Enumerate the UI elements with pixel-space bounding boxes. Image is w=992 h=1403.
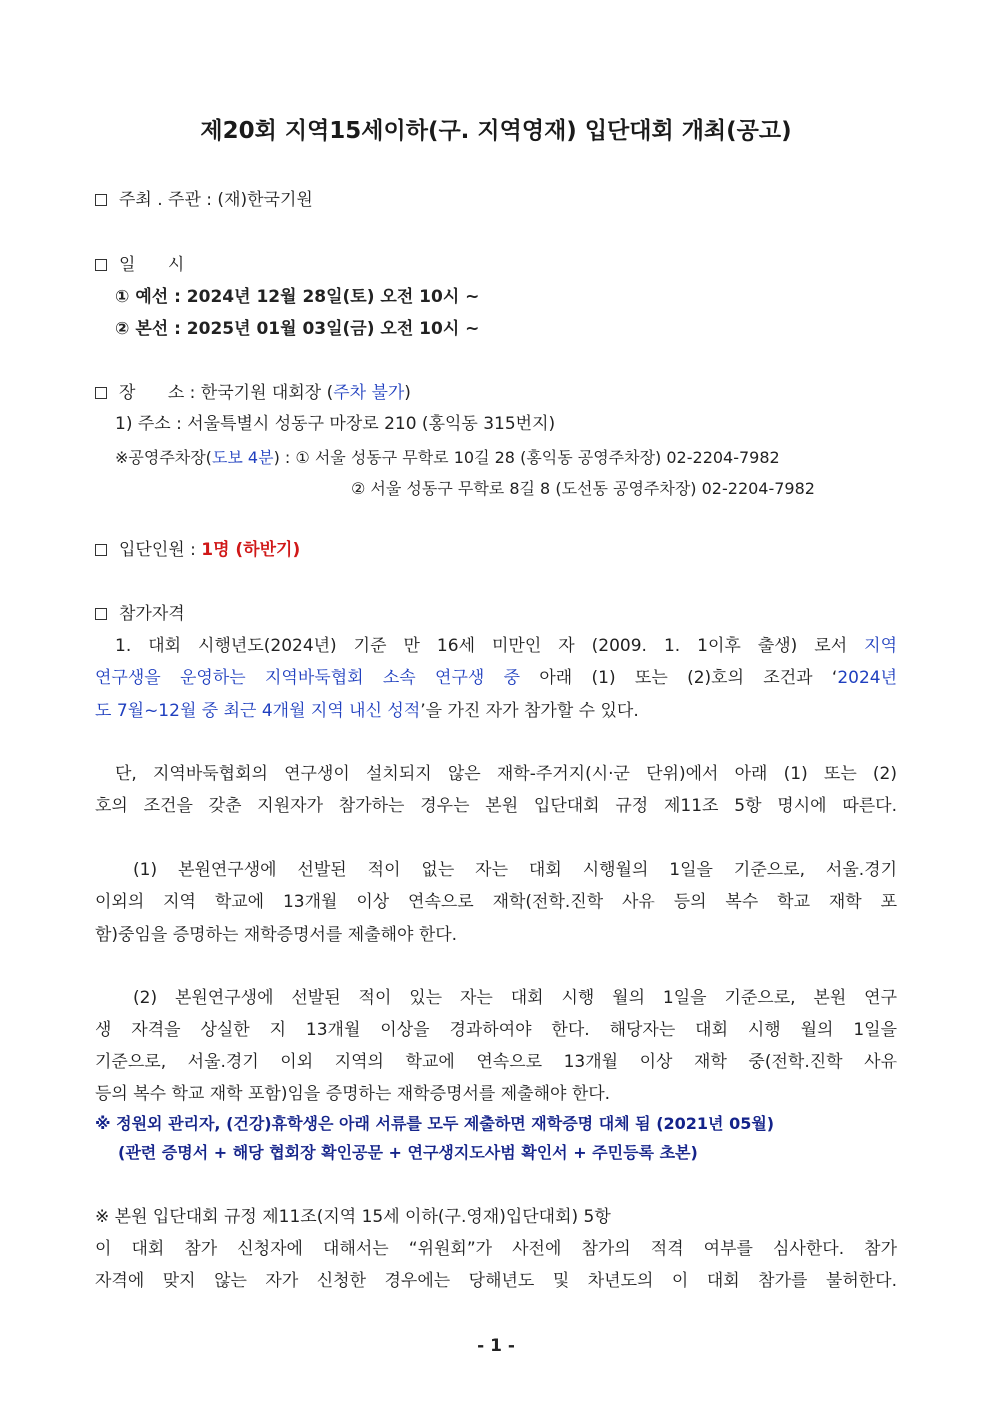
- page-title: 제20회 지역15세이하(구. 지역영재) 입단대회 개최(공고): [200, 118, 792, 144]
- note-line2: (관련 증명서 + 해당 협회장 확인공문 + 연구생지도사범 확인서 + 주민등록 초본): [118, 1143, 698, 1162]
- schedule-label: 일 시: [119, 255, 185, 275]
- parking-prefix: ※공영주차장(: [115, 448, 212, 467]
- no-parking-note: 주차 불가: [333, 383, 405, 403]
- page-number: - 1 -: [477, 1336, 515, 1356]
- venue-heading: [95, 382, 411, 404]
- checkbox-square-icon: [95, 387, 107, 399]
- highlight-span: 2024년: [837, 668, 897, 688]
- rule-title: ※ 본원 입단대회 규정 제11조(지역 15세 이하(구.영재)입단대회) 5항: [95, 1207, 611, 1227]
- eligibility-heading: [95, 603, 185, 625]
- highlight-span: 도 7월~12월 중 최근 4개월 지역 내신 성적: [95, 701, 421, 721]
- condition2-line1: (2) 본원연구생에 선발된 적이 있는 자는 대회 시행 월의 1일을 기준으로, 본원 연구: [133, 988, 897, 1008]
- schedule-prelim: [115, 286, 479, 308]
- highlight-span: 지역: [864, 636, 897, 656]
- eligibility-p1-line1: [115, 635, 897, 657]
- host-line: [95, 189, 313, 211]
- text-span: 아래 (1) 또는 (2)호의 조건과 ‘: [520, 668, 838, 688]
- parking-lot-1: ① 서울 성동구 무학로 10길 28 (홍익동 공영주차장) 02-2204-7982: [295, 448, 780, 467]
- rule-line1: 이 대회 참가 신청자에 대해서는 “위원회”가 사전에 참가의 적격 여부를 심사한다. 참가: [95, 1239, 897, 1259]
- eligibility-p2-line2: 호의 조건을 갖춘 지원자가 참가하는 경우는 본원 입단대회 규정 제11조 5항 명시에 따른다.: [95, 796, 897, 816]
- condition1-line2: 이외의 지역 학교에 13개월 이상 연속으로 재학(전학.진학 사유 등의 복수 학교 재학 포: [95, 892, 897, 912]
- schedule-heading: [95, 254, 184, 276]
- condition1-line1: (1) 본원연구생에 선발된 적이 없는 자는 대회 시행월의 1일을 기준으로, 서울.경기: [133, 860, 897, 880]
- condition1-line3: 함)중임을 증명하는 재학증명서를 제출해야 한다.: [95, 925, 458, 945]
- quota-label: 입단인원 :: [119, 540, 202, 560]
- eligibility-label: 참가자격: [119, 604, 185, 624]
- condition2-line4: 등의 복수 학교 재학 포함)임을 증명하는 재학증명서를 제출해야 한다.: [95, 1084, 611, 1104]
- checkbox-square-icon: [95, 259, 107, 271]
- prelim-label: 예선 : 2024년 12월 28일(토) 오전 10시 ~: [135, 287, 480, 307]
- walk-time: 도보 4분: [211, 448, 274, 467]
- circled-two-icon: ②: [115, 319, 130, 339]
- text-span: 1. 대회 시행년도(2024년) 기준 만 16세 미만인 자 (2009. 1. 1이후 출생) 로서: [115, 636, 865, 656]
- eligibility-p1-line3: [95, 700, 639, 722]
- final-label: 본선 : 2025년 01월 03일(금) 오전 10시 ~: [135, 319, 480, 339]
- text-span: ’을 가진 자가 참가할 수 있다.: [420, 701, 639, 721]
- checkbox-square-icon: [95, 194, 107, 206]
- parking-line-1: [115, 447, 780, 469]
- parking-lot-2: ② 서울 성동구 무학로 8길 8 (도선동 공영주차장) 02-2204-7982: [351, 479, 815, 498]
- rule-line2: 자격에 맞지 않는 자가 신청한 경우에는 당해년도 및 차년도의 이 대회 참가를 불허한다.: [95, 1271, 897, 1291]
- circled-one-icon: ①: [115, 287, 130, 307]
- condition2-line3: 기준으로, 서울.경기 이외 지역의 학교에 연속으로 13개월 이상 재학 중(전학.진학 사유: [95, 1052, 897, 1072]
- highlight-span: 연구생을 운영하는 지역바둑협회 소속 연구생 중: [95, 668, 521, 688]
- venue-address: 1) 주소 : 서울특별시 성동구 마장로 210 (홍익동 315번지): [115, 414, 556, 434]
- venue-label: 장 소 : 한국기원 대회장 (: [119, 383, 334, 403]
- quota-value: 1명 (하반기): [201, 540, 301, 560]
- schedule-final: [115, 318, 479, 340]
- checkbox-square-icon: [95, 608, 107, 620]
- parking-suffix: ) :: [273, 448, 296, 467]
- note-line1: ※ 정원외 관리자, (건강)휴학생은 아래 서류를 모두 제출하면 재학증명 대체 됨 (2021년 05월): [95, 1114, 775, 1133]
- quota-line: [95, 539, 300, 561]
- condition2-line2: 생 자격을 상실한 지 13개월 이상을 경과하여야 한다. 해당자는 대회 시행 월의 1일을: [95, 1020, 897, 1040]
- host-label: 주최 . 주관 : (재)한국기원: [119, 190, 313, 210]
- eligibility-p1-line2: [95, 667, 897, 689]
- venue-close: ): [404, 383, 411, 403]
- eligibility-p2-line1: 단, 지역바둑협회의 연구생이 설치되지 않은 재학-주거지(시·군 단위)에서 아래 (1) 또는 (2): [115, 764, 897, 784]
- checkbox-square-icon: [95, 544, 107, 556]
